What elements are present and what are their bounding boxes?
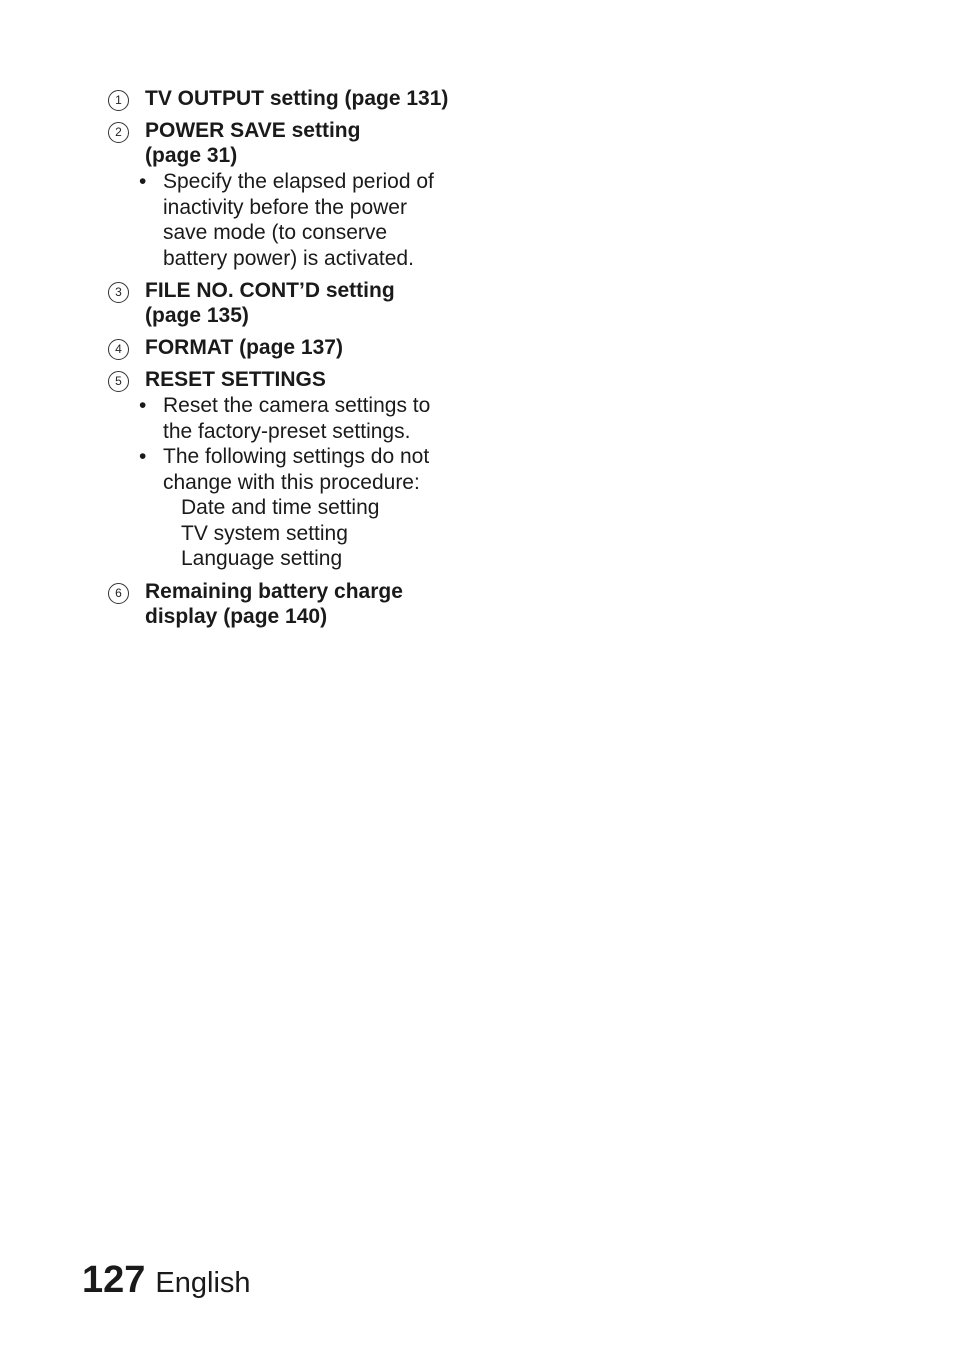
bullet-text: The following settings do not change with this procedure: — [163, 445, 430, 494]
bullet-dot: • — [139, 170, 147, 193]
list-item-power-save — [108, 118, 488, 271]
item-title: Remaining battery charge display (page 140) — [145, 579, 403, 628]
unchanged-setting: Language setting — [181, 547, 343, 570]
item-title: FORMAT (page 137) — [145, 336, 343, 359]
bullet-dot: • — [139, 445, 147, 468]
page-footer — [82, 1258, 251, 1305]
bullet-item — [139, 393, 488, 444]
bullet-list — [139, 393, 488, 572]
item-body — [139, 118, 488, 271]
list-item-tv-output — [108, 86, 488, 111]
item-title: TV OUTPUT setting (page 131) — [145, 87, 449, 110]
item-title: POWER SAVE setting (page 31) — [145, 119, 361, 167]
item-number: 1 — [108, 90, 129, 111]
item-body — [145, 579, 488, 629]
page-language: English — [155, 1267, 251, 1299]
item-number: 6 — [108, 583, 129, 604]
list-item-battery-display — [108, 579, 488, 629]
bullet-dot: • — [139, 394, 147, 417]
bullet-text: Specify the elapsed period of inactivity before the power save mode (to conserve battery power) is activated. — [163, 170, 434, 270]
item-body — [145, 278, 488, 328]
unchanged-setting: TV system setting — [181, 521, 348, 545]
item-body — [145, 86, 488, 111]
settings-list — [108, 86, 488, 636]
unchanged-setting: Date and time setting — [181, 496, 380, 519]
item-body — [145, 335, 488, 360]
bullet-text: Reset the camera settings to the factory-preset settings. — [163, 394, 431, 443]
item-number: 4 — [108, 339, 129, 360]
list-item-format — [108, 335, 488, 360]
bullet-list — [139, 169, 488, 271]
item-title: FILE NO. CONT’D setting (page 135) — [145, 279, 395, 327]
item-body — [139, 367, 488, 572]
bullet-content — [163, 444, 429, 572]
bullet-item — [139, 169, 488, 271]
page-number: 127 — [82, 1259, 146, 1301]
list-item-file-no-contd — [108, 278, 488, 328]
bullet-item — [139, 444, 488, 572]
item-title: RESET SETTINGS — [145, 368, 326, 391]
item-number: 5 — [108, 371, 129, 392]
item-number: 3 — [108, 282, 129, 303]
item-number: 2 — [108, 122, 129, 143]
list-item-reset-settings — [108, 367, 488, 572]
